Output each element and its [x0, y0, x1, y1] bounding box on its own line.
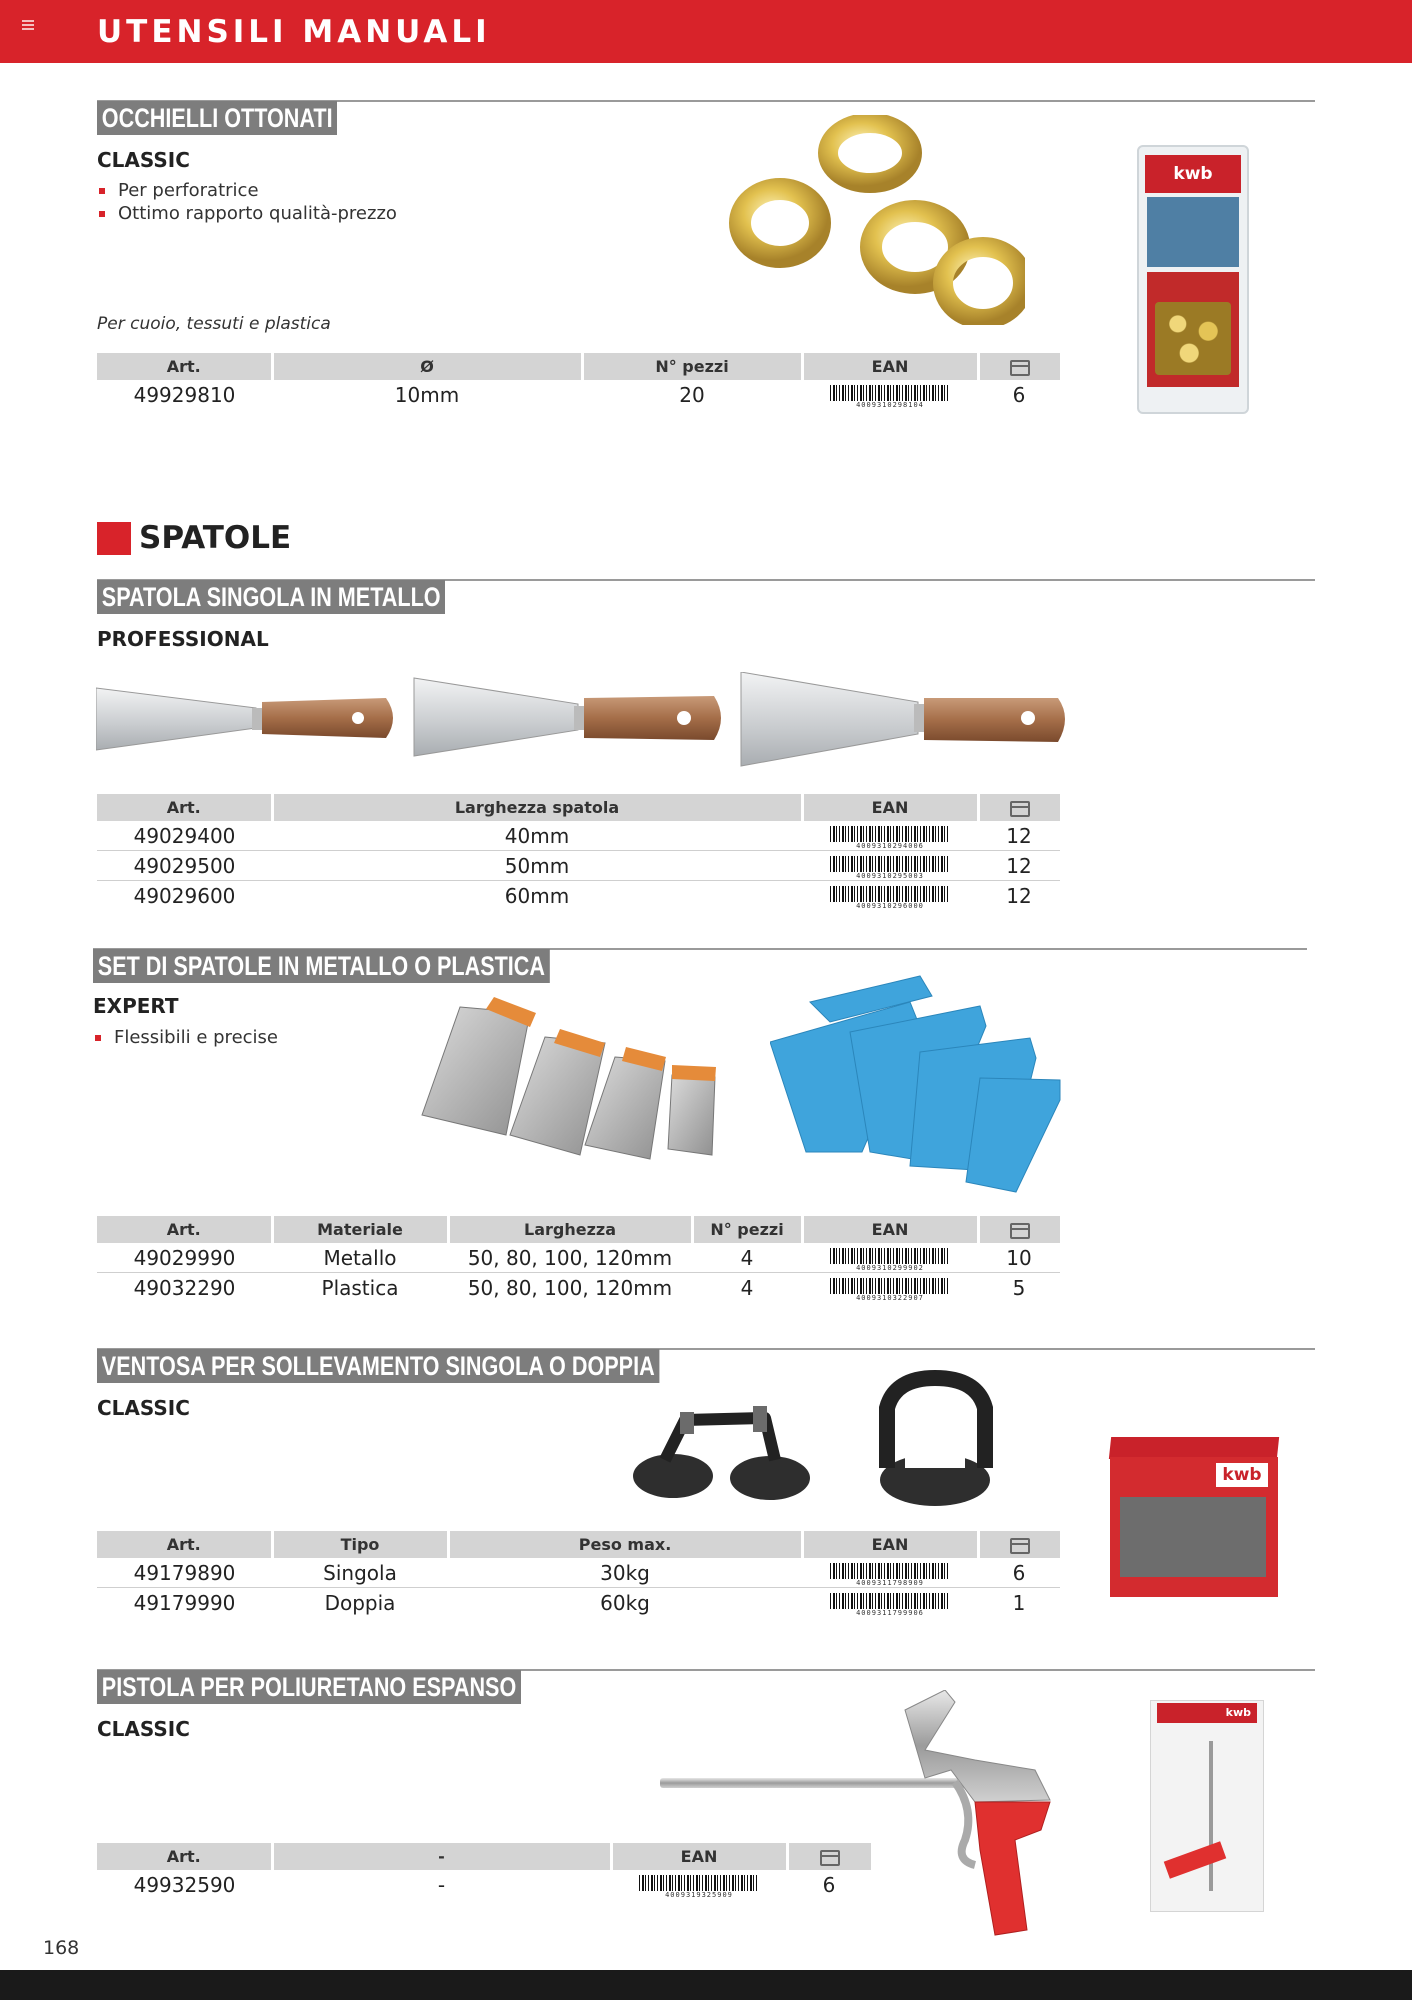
spec-table [97, 1216, 1060, 1302]
barcode-icon: 4009310298104 [830, 385, 950, 407]
pack-qty: 12 [1006, 883, 1032, 908]
product-line: CLASSIC [97, 1396, 190, 1420]
barcode-icon: 4009319325909 [639, 1875, 759, 1897]
article-number: 49029990 [97, 1243, 272, 1273]
brand-logo: kwb [1216, 1463, 1268, 1487]
column-header: Ø [272, 353, 582, 380]
spec-table [97, 1531, 1060, 1617]
metal-spatula-set-image [410, 995, 730, 1170]
page-header-title: UTENSILI MANUALI [97, 14, 491, 50]
metal-spatulas-image [96, 672, 1066, 772]
cell: 50, 80, 100, 120mm [448, 1243, 692, 1273]
brand-logo: kwb [1157, 1703, 1257, 1723]
brand-logo: kwb [1145, 155, 1241, 193]
column-header: - [272, 1843, 611, 1870]
barcode-icon: 4009311799906 [830, 1593, 950, 1615]
pack-qty: 6 [822, 1872, 836, 1897]
category-title: SPATOLE [139, 520, 292, 556]
column-header: EAN [802, 794, 978, 821]
feature-list [93, 1026, 278, 1049]
barcode-icon: 4009310294006 [830, 826, 950, 848]
cell: Singola [272, 1558, 448, 1588]
product-line: EXPERT [93, 994, 179, 1018]
column-header: EAN [802, 1531, 978, 1558]
table-header-row [97, 1216, 1060, 1243]
cell: 60mm [504, 883, 570, 908]
package-icon [1010, 1538, 1030, 1554]
pack-qty: 12 [978, 821, 1060, 851]
bullet-icon [95, 1035, 101, 1041]
table-header-row [97, 1531, 1060, 1558]
cell: 4 [740, 1275, 754, 1300]
article-number: 49932590 [133, 1872, 236, 1897]
table-row [97, 1558, 1060, 1588]
pack-qty: 12 [978, 851, 1060, 881]
product-line: CLASSIC [97, 148, 190, 172]
product-line: PROFESSIONAL [97, 627, 269, 651]
section-title: PISTOLA PER POLIURETANO ESPANSO [97, 1670, 521, 1704]
article-number: 49029400 [97, 821, 272, 851]
usage-note: Per cuoio, tessuti e plastica [97, 314, 331, 334]
column-header: Art. [97, 353, 272, 380]
ean-cell [802, 881, 978, 911]
feature-list [97, 179, 397, 225]
spec-table [97, 794, 1060, 910]
section-title: VENTOSA PER SOLLEVAMENTO SINGOLA O DOPPIA [97, 1349, 659, 1383]
section-title: SET DI SPATOLE IN METALLO O PLASTICA [93, 949, 550, 983]
ean-cell [802, 821, 978, 851]
column-header-pack [978, 1531, 1060, 1558]
barcode-icon: 4009310299902 [830, 1248, 950, 1270]
feature-item: Ottimo rapporto qualità-prezzo [97, 202, 397, 225]
section-title: SPATOLA SINGOLA IN METALLO [97, 580, 445, 614]
article-number: 49029600 [133, 883, 236, 908]
column-header: N° pezzi [582, 353, 802, 380]
table-row [97, 380, 1060, 409]
table-row [97, 851, 1060, 881]
barcode-icon: 4009310295003 [830, 856, 950, 878]
cell: 40mm [272, 821, 802, 851]
bullet-icon [99, 211, 105, 217]
foam-gun-image [655, 1690, 1095, 1945]
table-row [97, 1588, 1060, 1618]
cell: 50mm [272, 851, 802, 881]
column-header: Art. [97, 1216, 272, 1243]
cell: 50, 80, 100, 120mm [467, 1275, 673, 1300]
pack-qty: 6 [978, 1558, 1060, 1588]
feature-item: Flessibili e precise [93, 1026, 278, 1049]
suction-lifter-image [625, 1368, 1025, 1508]
category-marker-icon [97, 522, 131, 555]
table-header-row [97, 353, 1060, 380]
menu-icon[interactable] [22, 20, 34, 30]
cell: 10mm [394, 382, 460, 407]
column-header: Art. [97, 1531, 272, 1558]
ean-cell [802, 1273, 978, 1303]
cell: Metallo [272, 1243, 448, 1273]
table-row [97, 1243, 1060, 1273]
ean-cell [802, 380, 978, 409]
column-header: Art. [97, 794, 272, 821]
cell: 30kg [448, 1558, 802, 1588]
article-number: 49929810 [133, 382, 236, 407]
pack-qty: 5 [1012, 1275, 1026, 1300]
pack-qty: 1 [1012, 1590, 1026, 1615]
article-number: 49029500 [97, 851, 272, 881]
product-line: CLASSIC [97, 1717, 190, 1741]
cell: 4 [692, 1243, 802, 1273]
table-row [97, 881, 1060, 911]
pack-qty: 10 [978, 1243, 1060, 1273]
bullet-icon [99, 188, 105, 194]
ean-cell [802, 851, 978, 881]
ean-cell [802, 1558, 978, 1588]
footer-bar [0, 1970, 1412, 2000]
package-icon [1010, 1223, 1030, 1239]
spec-table [97, 353, 1060, 409]
cell: - [437, 1872, 446, 1897]
barcode-icon: 4009310322907 [830, 1278, 950, 1300]
feature-item: Per perforatrice [97, 179, 397, 202]
column-header-pack [978, 353, 1060, 380]
article-number: 49179990 [133, 1590, 236, 1615]
cell: 60kg [600, 1590, 650, 1615]
column-header-pack [978, 794, 1060, 821]
column-header: EAN [611, 1843, 787, 1870]
cell: 20 [679, 382, 705, 407]
column-header: N° pezzi [692, 1216, 802, 1243]
column-header: Art. [97, 1843, 272, 1870]
header-bar [0, 0, 1412, 63]
article-number: 49179890 [97, 1558, 272, 1588]
column-header: Tipo [272, 1531, 448, 1558]
section-title: OCCHIELLI OTTONATI [97, 101, 337, 135]
plastic-spatula-set-image [770, 962, 1070, 1197]
table-header-row [97, 794, 1060, 821]
barcode-icon: 4009310296000 [830, 886, 950, 908]
column-header: EAN [802, 353, 978, 380]
column-header: Peso max. [448, 1531, 802, 1558]
table-row [97, 1273, 1060, 1303]
page-number: 168 [43, 1937, 80, 1959]
cell: Doppia [324, 1590, 396, 1615]
column-header-pack [978, 1216, 1060, 1243]
column-header: EAN [802, 1216, 978, 1243]
table-row [97, 821, 1060, 851]
package-icon [1010, 360, 1030, 376]
article-number: 49032290 [133, 1275, 236, 1300]
brass-eyelets-image [725, 115, 1025, 325]
barcode-icon: 4009311798909 [830, 1563, 950, 1585]
foam-gun-package-image [1150, 1700, 1264, 1912]
column-header: Larghezza spatola [272, 794, 802, 821]
package-icon [1010, 801, 1030, 817]
section-eyelets [97, 100, 1315, 430]
column-header: Materiale [272, 1216, 448, 1243]
pack-qty: 6 [1012, 382, 1026, 407]
ean-cell [802, 1588, 978, 1618]
column-header: Larghezza [448, 1216, 692, 1243]
ean-cell [802, 1243, 978, 1273]
eyelets-package-image [1137, 145, 1249, 414]
suction-lifter-package-image [1110, 1437, 1278, 1602]
cell: Plastica [321, 1275, 399, 1300]
